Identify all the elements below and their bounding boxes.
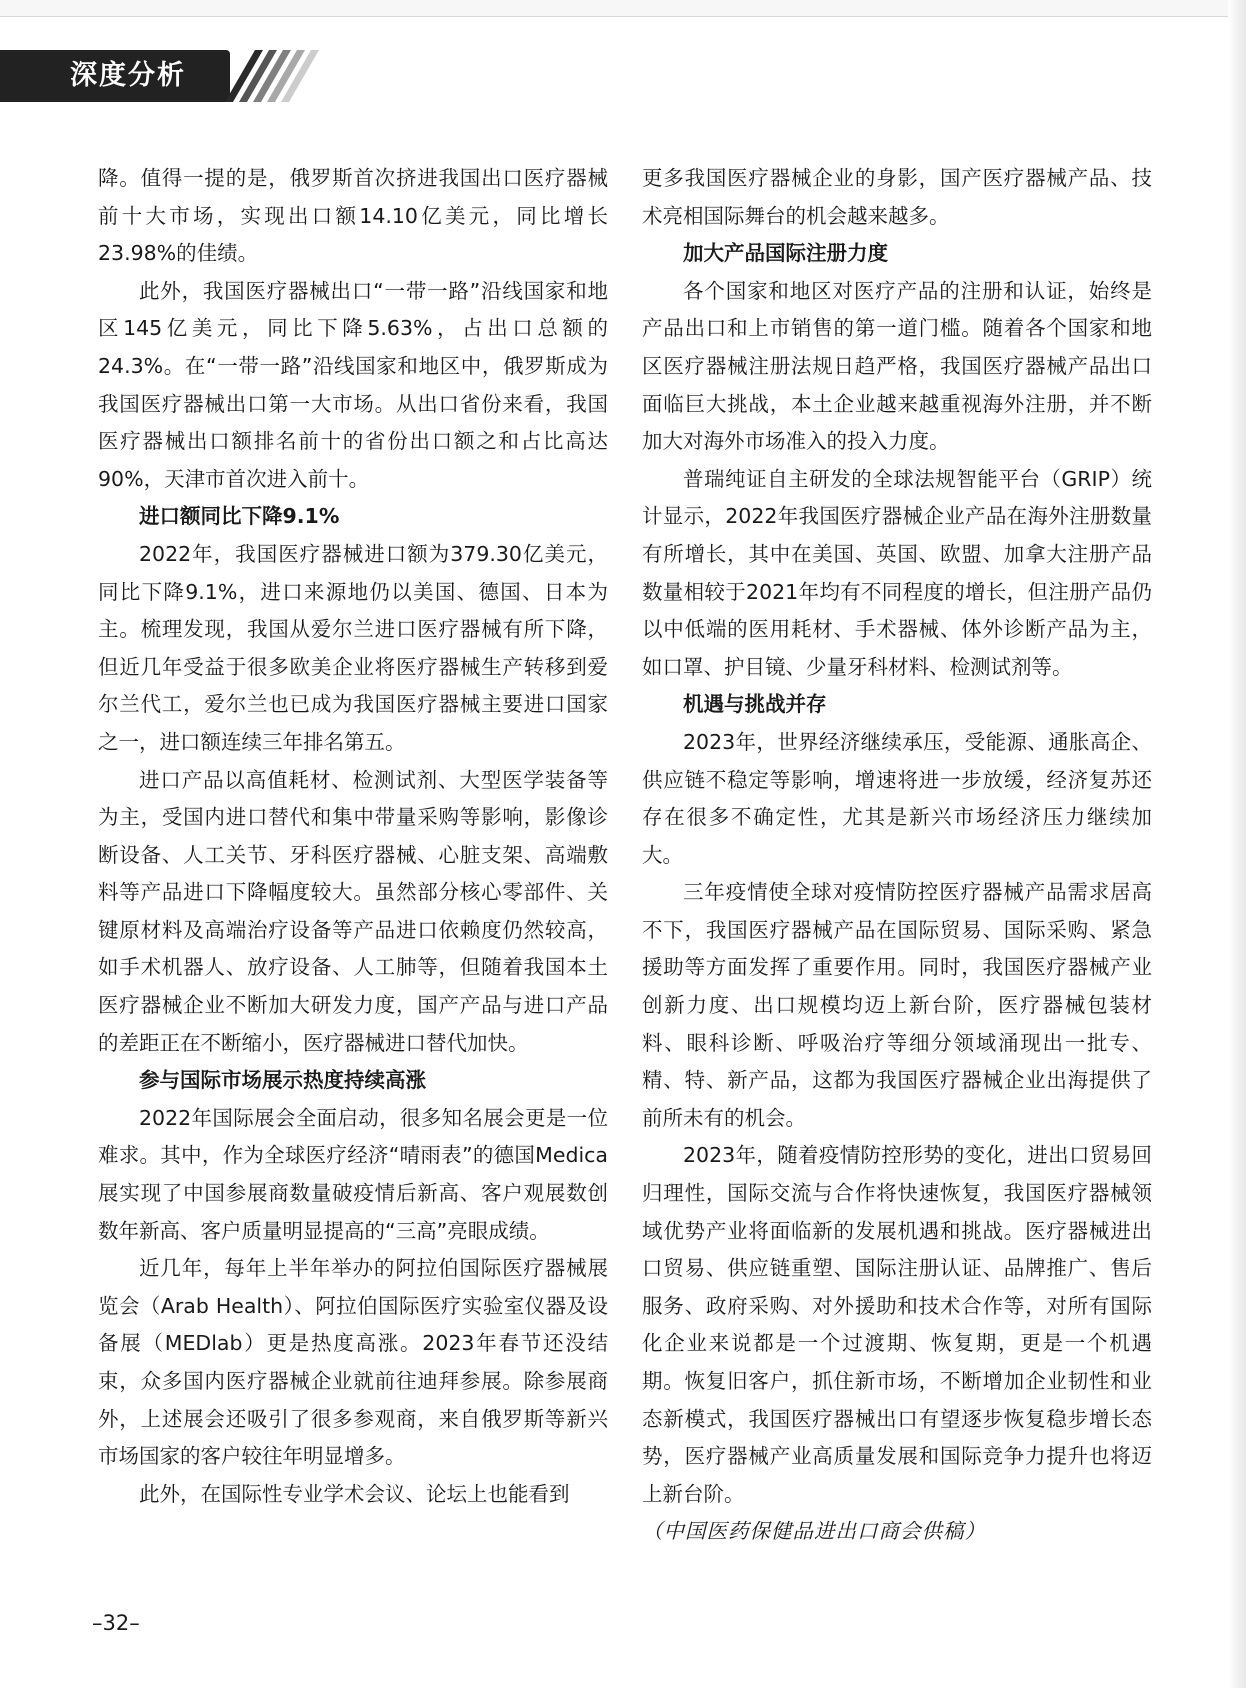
body-paragraph: 普瑞纯证自主研发的全球法规智能平台（GRIP）统计显示，2022年我国医疗器械企业产品在海外注册数量有所增长，其中在美国、英国、欧盟、加拿大注册产品数量相较于2021年均有不同程度的增长，但注册产品仍以中低端的医用耗材、手术器械、体外诊断产品为主，如口罩、护目镜、少量牙科材料、检测试剂等。 — [642, 466, 1152, 679]
body-paragraph: 进口产品以高值耗材、检测试剂、大型医学装备等为主，受国内进口替代和集中带量采购等影响，影像诊断设备、人工关节、牙科医疗器械、心脏支架、高端敷料等产品进口下降幅度较大。虽然部分核心零部件、关键原材料及高端治疗设备等产品进口依赖度仍然较高，如手术机器人、放疗设备、人工肺等，但随着我国本土医疗器械企业不断加大研发力度，国产产品与进口产品的差距正在不断缩小，医疗器械进口替代加快。 — [98, 767, 608, 1055]
section-heading: 进口额同比下降9.1% — [139, 504, 340, 529]
source-note: （中国医药保健品进出口商会供稿） — [642, 1519, 986, 1544]
body-paragraph: 此外，在国际性专业学术会议、论坛上也能看到 — [139, 1481, 570, 1506]
section-heading: 参与国际市场展示热度持续高涨 — [139, 1068, 426, 1093]
section-heading: 机遇与挑战并存 — [683, 692, 827, 717]
body-paragraph: 降。值得一提的是，俄罗斯首次挤进我国出口医疗器械前十大市场，实现出口额14.10亿美元，同比增长23.98%的佳绩。 — [98, 166, 608, 266]
body-paragraph: 各个国家和地区对医疗产品的注册和认证，始终是产品出口和上市销售的第一道门槛。随着各个国家和地区医疗器械注册法规日趋严格，我国医疗器械产品出口面临巨大挑战，本土企业越来越重视海外注册，并不断加大对海外市场准入的投入力度。 — [642, 278, 1152, 454]
body-paragraph: 三年疫情使全球对疫情防控医疗器械产品需求居高不下，我国医疗器械产品在国际贸易、国际采购、紧急援助等方面发挥了重要作用。同时，我国医疗器械产业创新力度、出口规模均迈上新台阶，医疗器械包装材料、眼科诊断、呼吸治疗等细分领域涌现出一批专、精、特、新产品，这都为我国医疗器械企业出海提供了前所未有的机会。 — [642, 880, 1152, 1130]
body-paragraph: 2023年，世界经济继续承压，受能源、通胀高企、供应链不稳定等影响，增速将进一步放缓，经济复苏还存在很多不确定性，尤其是新兴市场经济压力继续加大。 — [642, 729, 1152, 867]
body-paragraph: 更多我国医疗器械企业的身影，国产医疗器械产品、技术亮相国际舞台的机会越来越多。 — [642, 166, 1152, 228]
section-title: 深度分析 — [70, 60, 186, 91]
body-paragraph: 2022年，我国医疗器械进口额为379.30亿美元，同比下降9.1%，进口来源地仍以美国、德国、日本为主。梳理发现，我国从爱尔兰进口医疗器械有所下降，但近几年受益于很多欧美企业将医疗器械生产转移到爱尔兰代工，爱尔兰也已成为我国医疗器械主要进口国家之一，进口额连续三年排名第五。 — [98, 541, 608, 754]
left-text-column — [98, 160, 608, 1513]
body-paragraph: 近几年，每年上半年举办的阿拉伯国际医疗器械展览会（Arab Health）、阿拉伯国际医疗实验室仪器及设备展（MEDlab）更是热度高涨。2023年春节还没结束，众多国内医疗器械企业就前往迪拜参展。除参展商外，上述展会还吸引了很多参观商，来自俄罗斯等新兴市场国家的客户较往年明显增多。 — [98, 1256, 608, 1469]
page-top-edge — [0, 0, 1246, 17]
header-stripes-decoration — [236, 50, 316, 102]
body-paragraph: 2023年，随着疫情防控形势的变化，进出口贸易回归理性，国际交流与合作将快速恢复，我国医疗器械领域优势产业将面临新的发展机遇和挑战。医疗器械进出口贸易、供应链重塑、国际注册认证、品牌推广、售后服务、政府采购、对外援助和技术合作等，对所有国际化企业来说都是一个过渡期、恢复期，更是一个机遇期。恢复旧客户，抓住新市场，不断增加企业韧性和业态新模式，我国医疗器械出口有望逐步恢复稳步增长态势，医疗器械产业高质量发展和国际竞争力提升也将迈上新台阶。 — [642, 1143, 1152, 1506]
section-heading: 加大产品国际注册力度 — [683, 241, 888, 266]
page-right-edge — [1228, 0, 1246, 1688]
page-number: –32– — [92, 1611, 140, 1635]
body-paragraph: 2022年国际展会全面启动，很多知名展会更是一位难求。其中，作为全球医疗经济“晴雨表”的德国Medica展实现了中国参展商数量破疫情后新高、客户观展数创数年新高、客户质量明显提高的“三高”亮眼成绩。 — [98, 1105, 608, 1243]
body-paragraph: 此外，我国医疗器械出口“一带一路”沿线国家和地区145亿美元，同比下降5.63%，占出口总额的24.3%。在“一带一路”沿线国家和地区中，俄罗斯成为我国医疗器械出口第一大市场。从出口省份来看，我国医疗器械出口额排名前十的省份出口额之和占比高达90%，天津市首次进入前十。 — [98, 278, 608, 491]
right-text-column — [642, 160, 1152, 1551]
